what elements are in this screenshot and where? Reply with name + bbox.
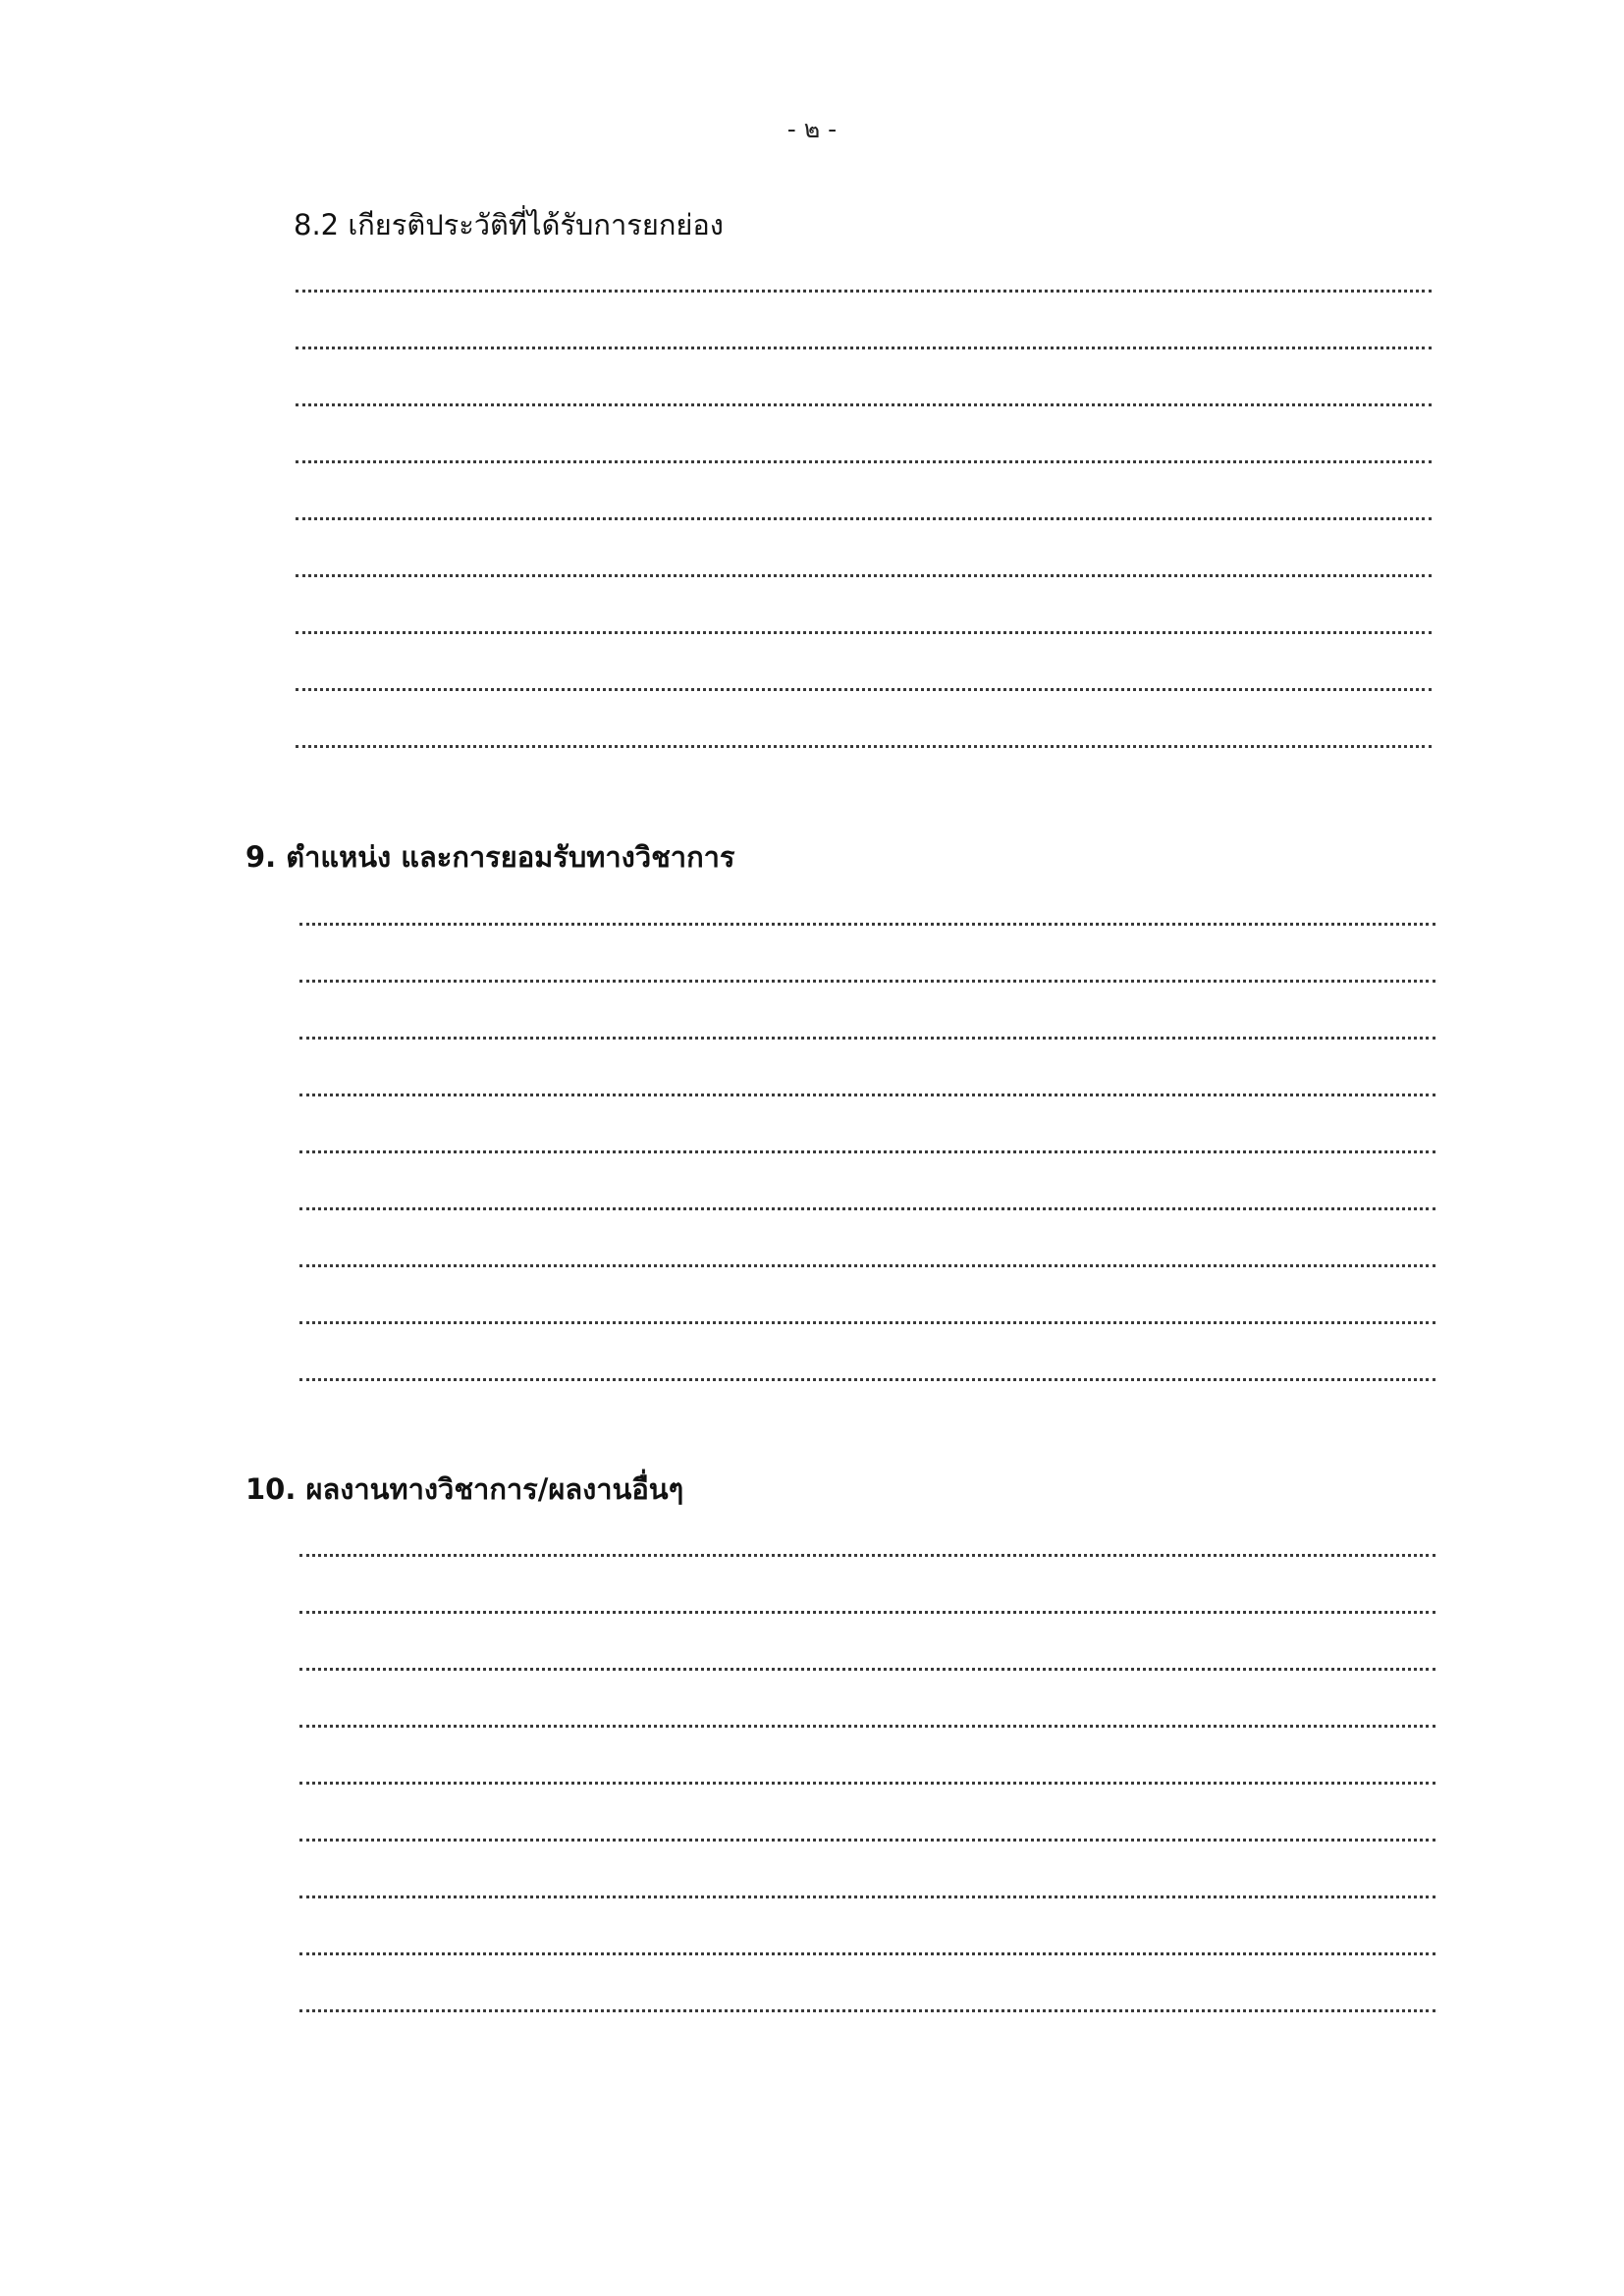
section-10-heading: 10. ผลงานทางวิชาการ/ผลงานอื่นๆ: [245, 1472, 684, 1506]
blank-answer-line[interactable]: [296, 406, 1432, 463]
blank-answer-line[interactable]: [299, 1096, 1435, 1153]
blank-answer-line[interactable]: [296, 577, 1432, 634]
dotted-rule: [299, 1378, 1435, 1381]
blank-answer-line[interactable]: [296, 520, 1432, 577]
blank-answer-line[interactable]: [299, 1557, 1435, 1614]
blank-answer-line[interactable]: [299, 1785, 1435, 1842]
dotted-rule: [299, 2009, 1435, 2012]
blank-answer-line[interactable]: [296, 293, 1432, 349]
blank-answer-line[interactable]: [299, 1898, 1435, 1955]
blank-answer-line[interactable]: [299, 1153, 1435, 1210]
blank-answer-line[interactable]: [299, 1955, 1435, 2012]
blank-answer-line[interactable]: [296, 691, 1432, 748]
blank-answer-line[interactable]: [299, 869, 1435, 926]
blank-answer-line[interactable]: [299, 1614, 1435, 1671]
blank-answer-line[interactable]: [299, 1671, 1435, 1728]
blank-answer-line[interactable]: [299, 1500, 1435, 1557]
blank-answer-line[interactable]: [299, 1040, 1435, 1096]
blank-answer-line[interactable]: [296, 349, 1432, 406]
blank-answer-line[interactable]: [299, 1324, 1435, 1381]
section-8-2-answer-lines[interactable]: [296, 236, 1432, 748]
section-9-heading: 9. ตำแหน่ง และการยอมรับทางวิชาการ: [245, 840, 735, 874]
blank-answer-line[interactable]: [299, 1728, 1435, 1785]
blank-answer-line[interactable]: [299, 926, 1435, 983]
blank-answer-line[interactable]: [299, 1210, 1435, 1267]
blank-answer-line[interactable]: [296, 236, 1432, 293]
blank-answer-line[interactable]: [299, 1842, 1435, 1898]
section-8-2-heading: 8.2 เกียรติประวัติที่ได้รับการยกย่อง: [294, 208, 724, 241]
blank-answer-line[interactable]: [296, 634, 1432, 691]
section-10-answer-lines[interactable]: [299, 1500, 1435, 2012]
blank-answer-line[interactable]: [299, 983, 1435, 1040]
blank-answer-line[interactable]: [299, 1267, 1435, 1324]
dotted-rule: [296, 745, 1432, 748]
section-9-answer-lines[interactable]: [299, 869, 1435, 1381]
page-number: - ๒ -: [786, 115, 838, 143]
blank-answer-line[interactable]: [296, 463, 1432, 520]
